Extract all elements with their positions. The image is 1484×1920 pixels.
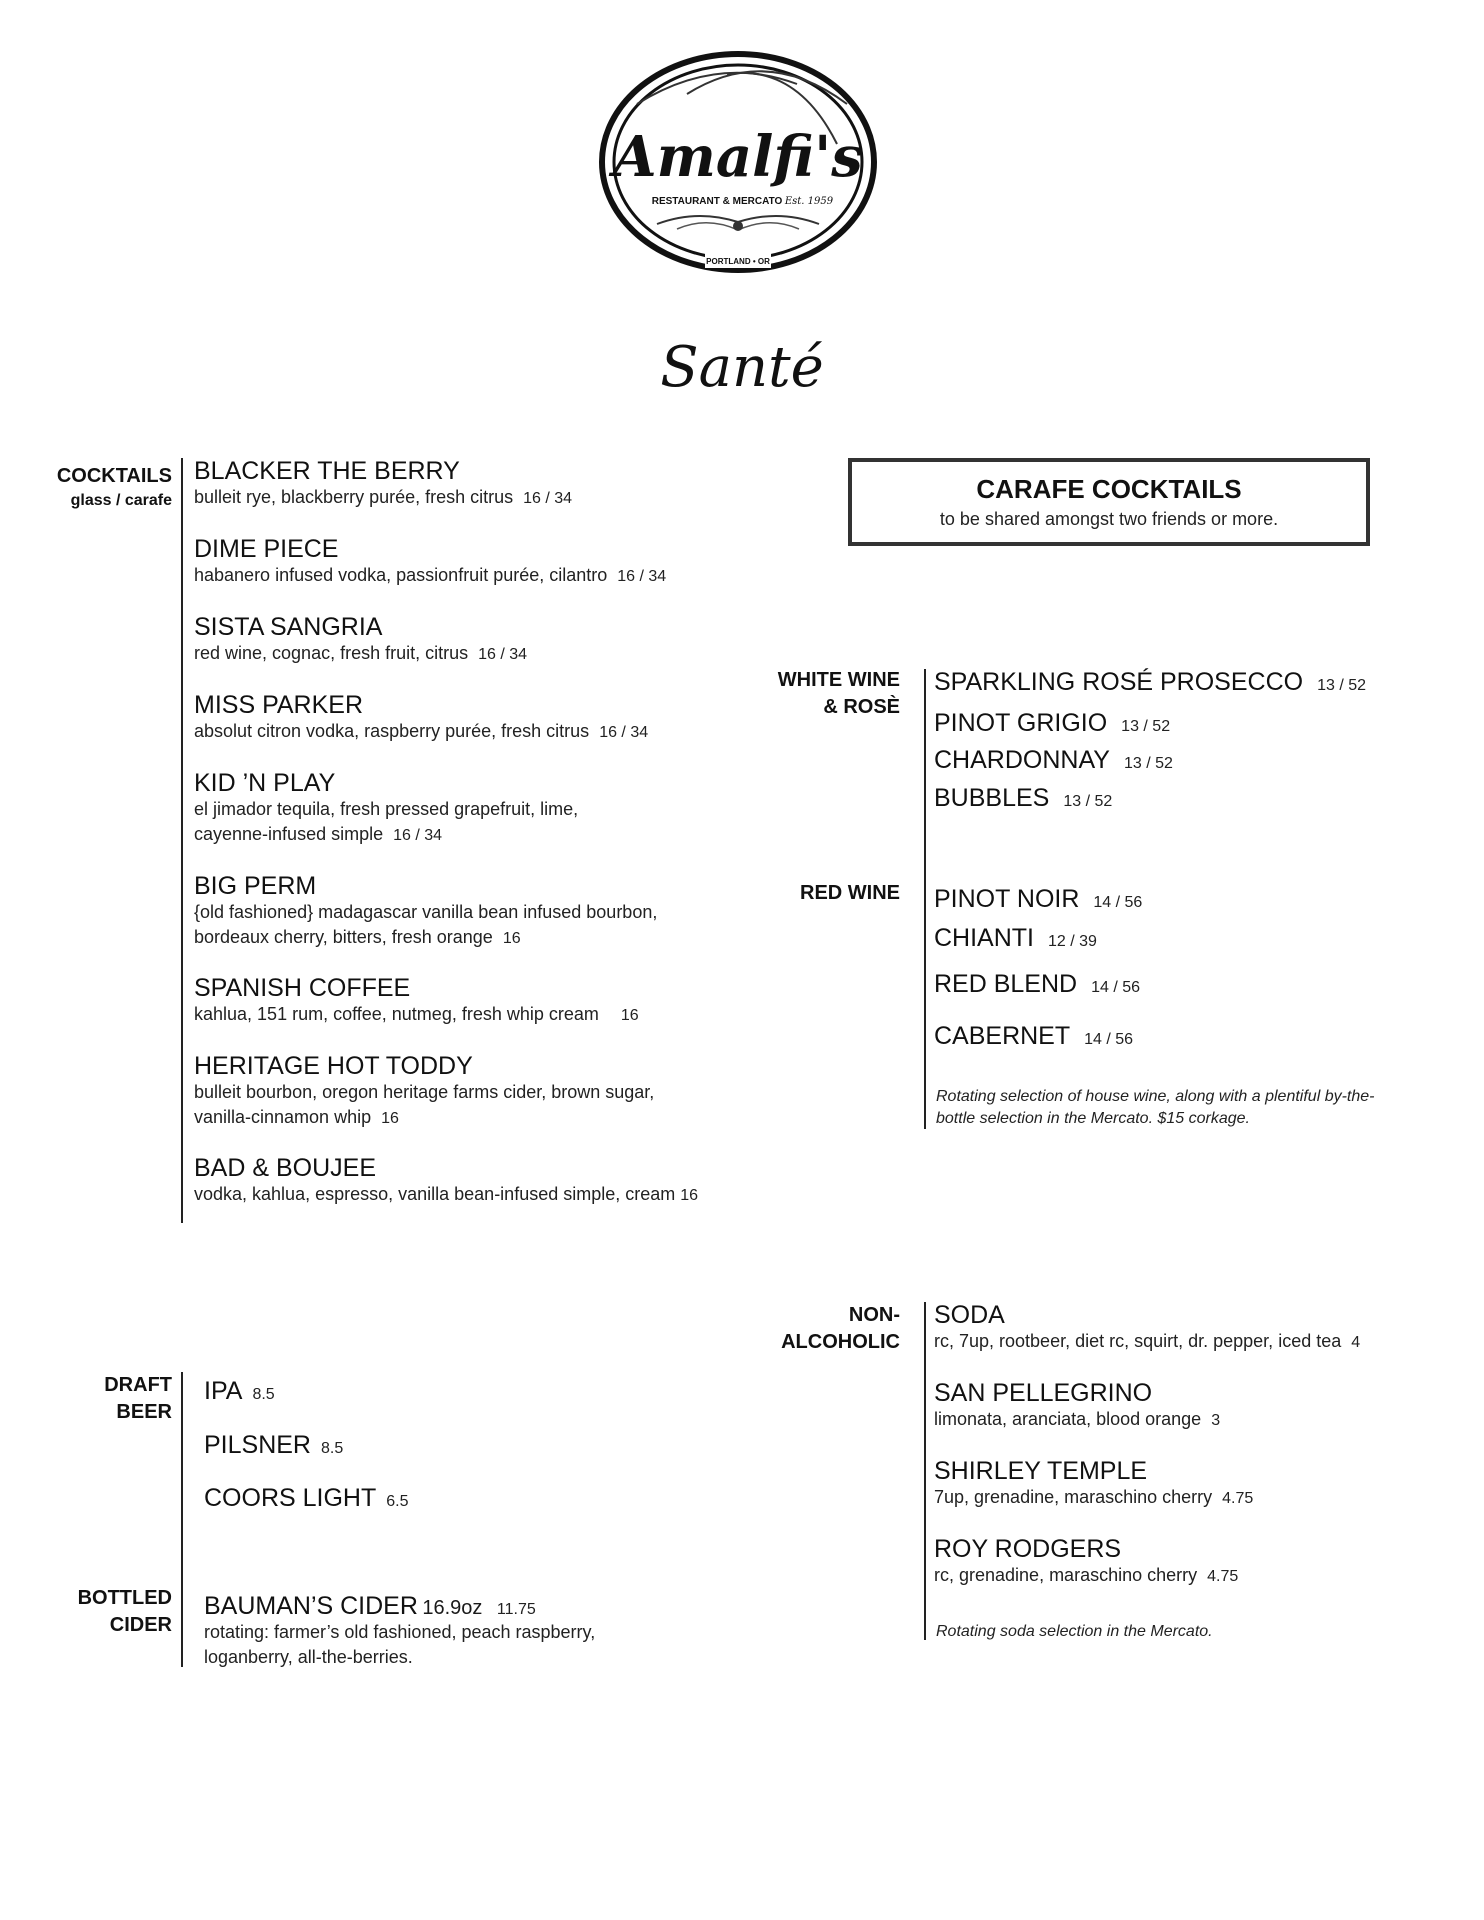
cocktail-name: BAD & BOUJEE (194, 1154, 376, 1182)
bottled-cider-label-line: CIDER (109, 1614, 172, 1636)
cider-desc: rotating: farmer’s old fashioned, peach raspberry, (204, 1622, 596, 1642)
cider-desc: loganberry, all-the-berries. (204, 1647, 413, 1667)
carafe-subtitle: to be shared amongst two friends or more. (939, 509, 1279, 529)
wine-price: 14 / 56 (1084, 1031, 1134, 1048)
cocktail-item (194, 769, 578, 848)
page-title: Santé (660, 335, 824, 400)
wine-item (934, 709, 1170, 737)
soft-drink-desc: rc, grenadine, maraschino cherry (934, 1565, 1198, 1585)
cocktail-name: BIG PERM (194, 872, 317, 900)
beer-item (204, 1377, 275, 1405)
wine-note-line: Rotating selection of house wine, along with a plentiful by-the- (936, 1088, 1375, 1105)
cocktail-price: 16 (502, 930, 521, 947)
soft-drink-price: 4.75 (1222, 1490, 1254, 1507)
soft-drink-item (934, 1379, 1220, 1433)
wine-item (934, 784, 1112, 812)
wine-price: 12 / 39 (1048, 933, 1097, 950)
wine-price: 13 / 52 (1121, 718, 1171, 735)
wine-item (934, 746, 1173, 774)
cocktail-desc: habanero infused vodka, passionfruit purée, cilantro (194, 565, 608, 585)
wine-price: 13 / 52 (1063, 793, 1113, 810)
cocktail-desc: cayenne-infused simple (194, 824, 384, 844)
cocktail-desc: absolut citron vodka, raspberry purée, fresh citrus (194, 721, 590, 741)
cocktail-desc: bordeaux cherry, bitters, fresh orange (194, 927, 493, 947)
soft-drink-desc: 7up, grenadine, maraschino cherry (934, 1487, 1213, 1507)
soft-drink-item (934, 1457, 1253, 1511)
logo-subtitle: RESTAURANT & MERCATO (651, 196, 783, 207)
logo-est: Est. 1959 (784, 196, 834, 207)
non-alcoholic-label (720, 1302, 900, 1356)
beer-price: 8.5 (320, 1440, 344, 1457)
cocktail-item (194, 535, 666, 589)
beer-item (204, 1484, 409, 1512)
cocktail-desc: vodka, kahlua, espresso, vanilla bean-infused simple, cream (194, 1184, 676, 1204)
wine-note (936, 1086, 1436, 1130)
cocktail-price: 16 / 34 (523, 490, 573, 507)
cocktail-desc: el jimador tequila, fresh pressed grapefruit, lime, (194, 799, 579, 819)
non-alcoholic-divider (924, 1302, 926, 1640)
wine-name: PINOT GRIGIO (934, 709, 1108, 737)
cocktail-desc: vanilla-cinnamon whip (194, 1107, 372, 1127)
soft-drink-name: SAN PELLEGRINO (934, 1379, 1153, 1407)
cocktail-price: 16 / 34 (478, 646, 528, 663)
draft-beer-label-line: BEER (116, 1401, 172, 1423)
cider-item (204, 1592, 595, 1670)
soft-drink-desc: limonata, aranciata, blood orange (934, 1409, 1202, 1429)
cocktail-item (194, 872, 657, 951)
cocktail-name: SISTA SANGRIA (194, 613, 383, 641)
white-wine-label (720, 667, 900, 721)
cocktail-name: SPANISH COFFEE (194, 974, 411, 1002)
wine-name: RED BLEND (934, 970, 1078, 998)
wine-price: 14 / 56 (1093, 894, 1143, 911)
white-wine-label-line: & ROSÈ (823, 696, 900, 718)
beer-divider (181, 1372, 183, 1667)
wine-divider (924, 669, 926, 1129)
white-wine-label-line: WHITE WINE (777, 669, 900, 691)
wine-price: 14 / 56 (1091, 979, 1141, 996)
cider-price: 11.75 (496, 1601, 536, 1618)
beer-item (204, 1431, 343, 1459)
cocktail-desc: {old fashioned} madagascar vanilla bean infused bourbon, (194, 902, 658, 922)
draft-beer-label (30, 1372, 172, 1426)
wine-name: SPARKLING ROSÉ PROSECCO (934, 668, 1304, 696)
cocktail-name: KID ’N PLAY (194, 769, 336, 797)
beer-name: COORS LIGHT (204, 1484, 377, 1512)
beer-price: 6.5 (386, 1493, 409, 1510)
cocktail-desc: red wine, cognac, fresh fruit, citrus (194, 643, 469, 663)
cocktail-item (194, 1154, 698, 1208)
red-wine-label: RED WINE (800, 882, 900, 904)
soft-drink-item (934, 1535, 1238, 1589)
cocktail-desc: bulleit bourbon, oregon heritage farms cider, brown sugar, (194, 1082, 655, 1102)
soda-note: Rotating soda selection in the Mercato. (936, 1623, 1213, 1640)
cocktail-item (194, 1052, 654, 1131)
cocktails-sublabel: glass / carafe (70, 492, 172, 509)
logo-location: PORTLAND • OR (706, 257, 770, 266)
beer-price: 8.5 (252, 1386, 275, 1403)
wine-item (934, 924, 1097, 952)
soft-drink-price: 4 (1351, 1334, 1361, 1351)
beer-name: IPA (204, 1377, 243, 1405)
carafe-title: CARAFE COCKTAILS (976, 474, 1242, 504)
beer-name: PILSNER (204, 1431, 311, 1459)
restaurant-logo (597, 44, 879, 284)
cocktail-price: 16 (620, 1007, 639, 1024)
cocktail-price: 16 (381, 1110, 399, 1127)
soft-drink-price: 4.75 (1207, 1568, 1239, 1585)
cocktail-price: 16 / 34 (599, 724, 649, 741)
cocktail-name: BLACKER THE BERRY (194, 457, 460, 485)
cocktail-item (194, 613, 527, 667)
wine-name: CHIANTI (934, 924, 1034, 952)
cocktail-name: DIME PIECE (194, 535, 339, 563)
soft-drink-desc: rc, 7up, rootbeer, diet rc, squirt, dr. pepper, iced tea (934, 1331, 1342, 1351)
non-alcoholic-label-line: NON- (848, 1304, 900, 1326)
cider-size: 16.9oz (422, 1597, 483, 1619)
wine-price: 13 / 52 (1317, 677, 1367, 694)
soft-drink-name: ROY RODGERS (934, 1535, 1122, 1563)
wine-price: 13 / 52 (1123, 755, 1173, 772)
soft-drink-price: 3 (1211, 1412, 1221, 1429)
cocktail-desc: kahlua, 151 rum, coffee, nutmeg, fresh whip cream (194, 1004, 599, 1024)
non-alcoholic-label-line: ALCOHOLIC (781, 1331, 900, 1353)
wine-name: PINOT NOIR (934, 885, 1080, 913)
cocktail-price: 16 (680, 1187, 699, 1204)
soft-drink-name: SHIRLEY TEMPLE (934, 1457, 1148, 1485)
logo-name: Amalfi's (613, 124, 863, 190)
cider-name: BAUMAN’S CIDER (204, 1592, 418, 1620)
cocktail-name: MISS PARKER (194, 691, 364, 719)
bottled-cider-label (30, 1585, 172, 1639)
draft-beer-label-line: DRAFT (104, 1374, 172, 1396)
soft-drink-item (934, 1301, 1360, 1355)
cocktail-desc: bulleit rye, blackberry purée, fresh citrus (194, 487, 514, 507)
cocktail-item (194, 974, 639, 1028)
cocktail-item (194, 691, 648, 745)
wine-item (934, 970, 1140, 998)
wine-item (934, 885, 1142, 913)
carafe-cocktails-box (848, 458, 1370, 546)
wine-item (934, 668, 1366, 696)
cocktail-price: 16 / 34 (617, 568, 667, 585)
cocktails-label-text: COCKTAILS (56, 465, 172, 487)
soft-drink-name: SODA (934, 1301, 1005, 1329)
cocktail-name: HERITAGE HOT TODDY (194, 1052, 473, 1080)
cocktail-price: 16 / 34 (393, 827, 443, 844)
wine-item (934, 1022, 1133, 1050)
wine-note-line: bottle selection in the Mercato. $15 corkage. (936, 1110, 1250, 1127)
wine-name: CHARDONNAY (934, 746, 1110, 774)
wine-name: CABERNET (934, 1022, 1071, 1050)
bottled-cider-label-line: BOTTLED (77, 1587, 172, 1609)
cocktails-divider (181, 458, 183, 1223)
cocktail-item (194, 457, 572, 511)
wine-name: BUBBLES (934, 784, 1050, 812)
cocktails-label (30, 463, 172, 512)
